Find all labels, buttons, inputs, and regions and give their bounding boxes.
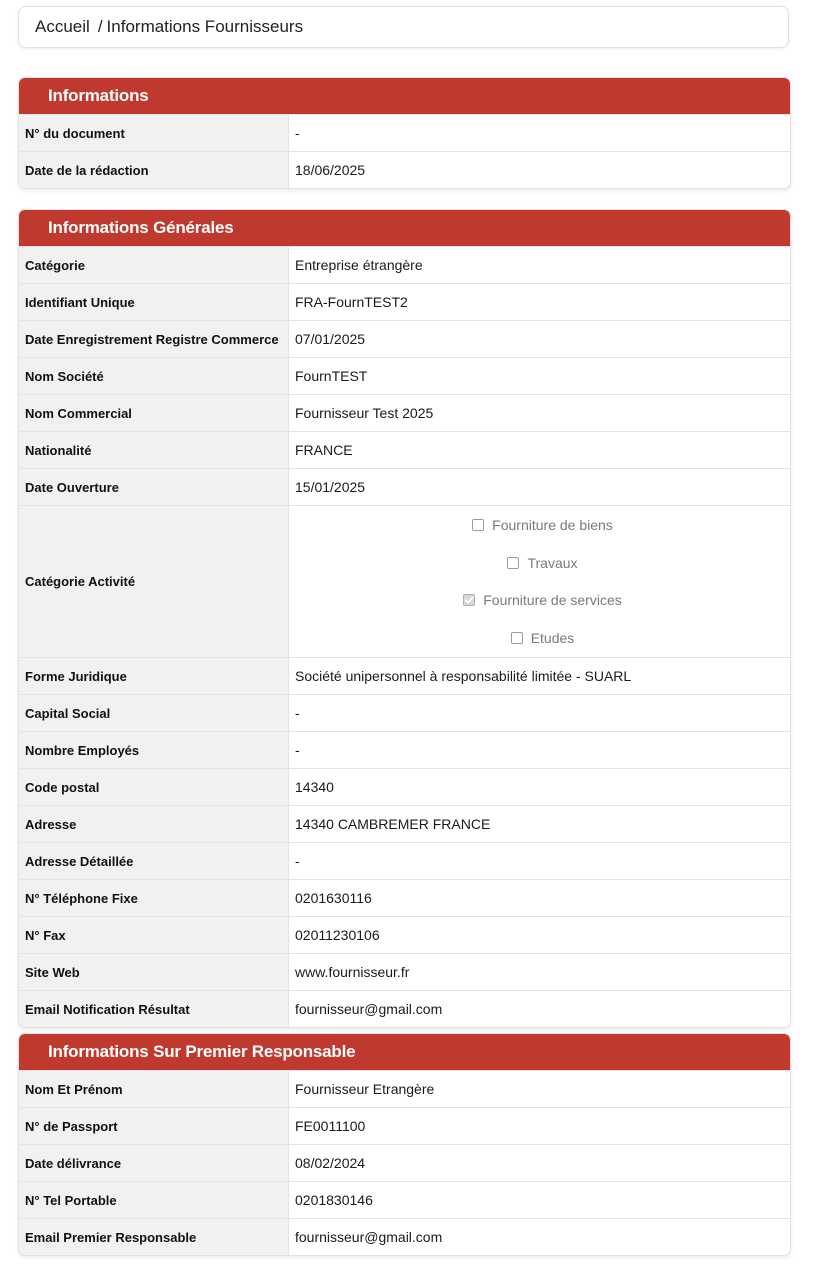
- table-row: [19, 1181, 790, 1218]
- checkbox-label: Travaux: [527, 554, 578, 571]
- breadcrumb: [18, 6, 789, 48]
- row-label: Adresse: [19, 806, 289, 842]
- row-value: Entreprise étrangère: [295, 257, 423, 273]
- table-row: [19, 468, 790, 505]
- card-title: Informations Générales: [19, 210, 790, 246]
- row-label: N° Fax: [19, 917, 289, 953]
- table-row: [19, 1070, 790, 1107]
- card-title: Informations: [19, 78, 790, 114]
- card-informations: [18, 77, 791, 189]
- row-value: fournisseur@gmail.com: [295, 1229, 443, 1245]
- table-row: [19, 114, 790, 151]
- row-label: Nom Et Prénom: [19, 1071, 289, 1107]
- table-row-categorie-activite: [19, 505, 790, 657]
- row-value: FRA-FournTEST2: [295, 294, 408, 310]
- table-row: [19, 768, 790, 805]
- row-label: Nom Commercial: [19, 395, 289, 431]
- row-label: Identifiant Unique: [19, 284, 289, 320]
- check-icon: [464, 595, 474, 605]
- table-row: [19, 246, 790, 283]
- row-value: 0201630116: [295, 890, 372, 906]
- row-value: Société unipersonnel à responsabilité limitée - SUARL: [295, 668, 632, 684]
- card-title: Informations Sur Premier Responsable: [19, 1034, 790, 1070]
- row-value: -: [295, 705, 300, 721]
- row-value: FE0011100: [295, 1118, 366, 1134]
- checkbox-label: Fourniture de services: [483, 592, 622, 609]
- row-label: Nombre Employés: [19, 732, 289, 768]
- row-label: Date Enregistrement Registre Commerce: [19, 321, 289, 357]
- row-label: Email Premier Responsable: [19, 1219, 289, 1255]
- table-row: [19, 694, 790, 731]
- table-row: [19, 842, 790, 879]
- table-row: [19, 283, 790, 320]
- checkbox-label: Etudes: [530, 629, 575, 646]
- row-label: Code postal: [19, 769, 289, 805]
- row-label: Capital Social: [19, 695, 289, 731]
- row-value: 15/01/2025: [295, 479, 366, 495]
- row-label: Date Ouverture: [19, 469, 289, 505]
- checkbox-etudes[interactable]: [511, 619, 575, 657]
- row-value: 02011230106: [295, 927, 380, 943]
- row-value: Fournisseur Etrangère: [295, 1081, 435, 1097]
- breadcrumb-current: Informations Fournisseurs: [106, 17, 304, 36]
- table-row: [19, 394, 790, 431]
- row-value: www.fournisseur.fr: [295, 964, 410, 980]
- row-value: fournisseur@gmail.com: [295, 1001, 443, 1017]
- row-label: N° de Passport: [19, 1108, 289, 1144]
- row-value: FournTEST: [295, 368, 368, 384]
- row-label: Date de la rédaction: [19, 152, 289, 188]
- checkbox-label: Fourniture de biens: [492, 517, 613, 534]
- row-value: 08/02/2024: [295, 1155, 366, 1171]
- checkbox-box[interactable]: [472, 519, 484, 531]
- checkbox-box-checked[interactable]: [463, 594, 475, 606]
- table-row: [19, 431, 790, 468]
- card-informations-generales: [18, 209, 791, 1028]
- table-row: [19, 1218, 790, 1255]
- row-label: Email Notification Résultat: [19, 991, 289, 1027]
- row-label: N° du document: [19, 115, 289, 151]
- row-label: Adresse Détaillée: [19, 843, 289, 879]
- row-label: Date délivrance: [19, 1145, 289, 1181]
- breadcrumb-separator: /: [97, 17, 103, 36]
- row-label: Site Web: [19, 954, 289, 990]
- row-value: 14340: [295, 779, 334, 795]
- row-label: Catégorie Activité: [19, 506, 289, 657]
- card-premier-responsable: [18, 1033, 791, 1256]
- table-row: [19, 320, 790, 357]
- checkbox-fourniture-biens[interactable]: [472, 507, 613, 545]
- row-label: N° Téléphone Fixe: [19, 880, 289, 916]
- table-row: [19, 953, 790, 990]
- row-label: N° Tel Portable: [19, 1182, 289, 1218]
- table-row: [19, 1107, 790, 1144]
- table-row: [19, 990, 790, 1027]
- breadcrumb-home[interactable]: Accueil: [35, 17, 90, 36]
- row-value: 14340 CAMBREMER FRANCE: [295, 816, 491, 832]
- row-value: 18/06/2025: [295, 162, 366, 178]
- row-value: 07/01/2025: [295, 331, 366, 347]
- row-value: -: [295, 853, 300, 869]
- row-value: FRANCE: [295, 442, 353, 458]
- table-row: [19, 879, 790, 916]
- table-row: [19, 1144, 790, 1181]
- checkbox-travaux[interactable]: [507, 544, 577, 582]
- row-label: Catégorie: [19, 247, 289, 283]
- row-value: -: [295, 125, 300, 141]
- table-row: [19, 357, 790, 394]
- table-row: [19, 805, 790, 842]
- table-row: [19, 916, 790, 953]
- checkbox-box[interactable]: [511, 632, 523, 644]
- table-row: [19, 657, 790, 694]
- row-label: Nom Société: [19, 358, 289, 394]
- row-label: Forme Juridique: [19, 658, 289, 694]
- row-value: Fournisseur Test 2025: [295, 405, 434, 421]
- checkbox-box[interactable]: [507, 557, 519, 569]
- checkbox-fourniture-services[interactable]: [463, 582, 622, 620]
- table-row: [19, 731, 790, 768]
- activity-checkbox-group: [289, 506, 790, 657]
- table-row: [19, 151, 790, 188]
- row-value: 0201830146: [295, 1192, 373, 1208]
- row-label: Nationalité: [19, 432, 289, 468]
- row-value: -: [295, 742, 300, 758]
